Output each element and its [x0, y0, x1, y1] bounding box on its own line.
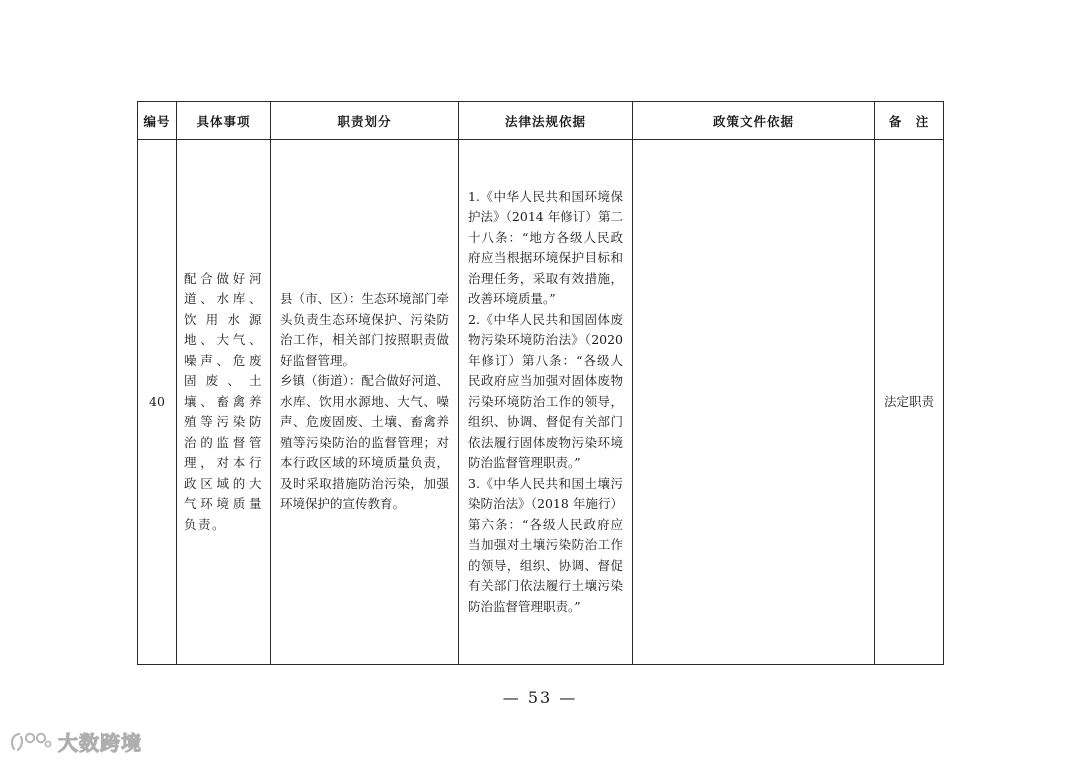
duty-township: 乡镇（街道）：配合做好河道、水库、饮用水源地、大气、噪声、危废固废、土壤、畜禽养殖等污染防治的监督管理；对本行政区域的环境质量负责，及时采取措施防治污染，加强环境保护的宣传教育。	[280, 373, 449, 512]
header-policy: 政策文件依据	[633, 102, 875, 140]
table-row	[138, 140, 944, 665]
row-law	[459, 140, 633, 665]
header-item: 具体事项	[177, 102, 271, 140]
watermark	[8, 727, 142, 756]
header-duty: 职责划分	[271, 102, 459, 140]
duty-table	[137, 101, 944, 665]
duty-county: 县（市、区）：生态环境部门牵头负责生态环境保护、污染防治工作，相关部门按照职责做好监督管理。	[280, 291, 449, 368]
law-item-3: 3.《中华人民共和国土壤污染防治法》（2018 年施行）第六条：“各级人民政府应当加强对土壤污染防治工作的领导，组织、协调、督促有关部门依法履行土壤污染防治监督管理职责。”	[468, 475, 623, 614]
table-header-row	[138, 102, 944, 140]
row-policy	[633, 140, 875, 665]
header-law: 法律法规依据	[459, 102, 633, 140]
row-note: 法定职责	[875, 140, 944, 665]
row-number: 40	[138, 140, 177, 665]
law-item-1: 1.《中华人民共和国环境保护法》（2014 年修订）第二十八条：“地方各级人民政府应当根据环境保护目标和治理任务，采取有效措施，改善环境质量。”	[468, 188, 623, 307]
row-item: 配合做好河道、水库、饮用水源地、大气、噪声、危废固废、土壤、畜禽养殖等污染防治的监督管理，对本行政区域的大气环境质量负责。	[177, 140, 271, 665]
law-item-2: 2.《中华人民共和国固体废物污染环境防治法》（2020 年修订）第八条：“各级人民政府应当加强对固体废物污染环境防治工作的领导，组织、协调、督促有关部门依法履行固体废物污染环境防治监督管理职责。”	[468, 311, 623, 471]
header-note: 备 注	[875, 102, 944, 140]
watermark-text: 大数跨境	[58, 731, 142, 755]
row-duty	[271, 140, 459, 665]
page-number: — 53 —	[502, 688, 578, 707]
dashu-logo-icon	[8, 729, 54, 755]
header-number: 编号	[138, 102, 177, 140]
